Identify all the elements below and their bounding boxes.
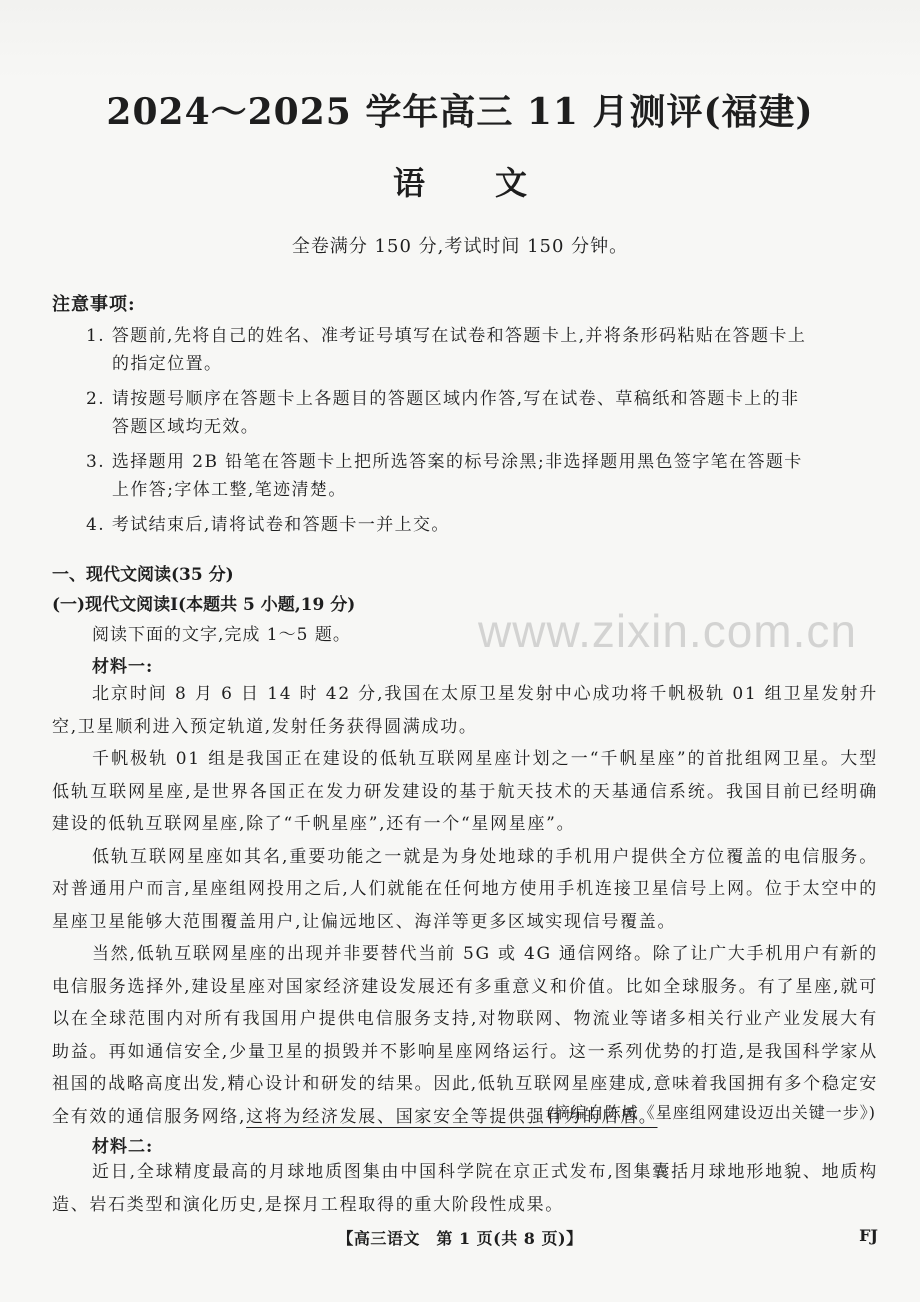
notice-line-cont: 的指定位置。 [112,354,223,374]
notice-line: 4. 考试结束后,请将试卷和答题卡一并上交。 [86,515,450,535]
notice-item [86,385,876,441]
exam-title: 2024～2025 学年高三 11 月测评(福建) [106,91,814,133]
material2-label: 材料二: [92,1137,154,1157]
section-heading: 一、现代文阅读(35 分) [52,565,234,585]
notice-item [86,322,876,378]
watermark: www.zixin.com.cn [478,605,857,657]
top-margin [0,0,920,80]
page-footer: 【高三语文 第 1 页(共 8 页)】 [337,1229,583,1248]
notice-line-cont: 答题区域均无效。 [112,417,260,437]
sub-section-heading: (一)现代文阅读Ⅰ(本题共 5 小题,19 分) [52,595,356,615]
material1-label: 材料一: [92,657,154,677]
paragraph [52,841,878,939]
subject-title: 语文 [392,164,597,202]
footer-code: FJ [859,1226,878,1245]
paragraph: 千帆极轨 01 组是我国正在建设的低轨互联网星座计划之一“千帆星座”的首批组网卫星。大型低轨互联网星座,是世界各国正在发力研发建设的基于航天技术的天基通信系统。我国目前已经明确建设的低轨互联网星座,除了“千帆星座”,还有一个“星网星座”。 [52,749,878,834]
reading-instruction: 阅读下面的文字,完成 1～5 题。 [92,625,351,645]
notice-item [86,511,876,539]
material2-body [52,1156,878,1221]
paragraph-text: 低轨互联网星座如其名,重要功能之一就是为身处地球的手机用户提供全方位覆盖的电信服务。对普通用户而言,星座组网投用之后,人们就能在任何地方使用手机连接卫星信号上网。位于太空中的星座卫星能够大范围覆盖用户,让偏远地区、海洋等更多区域实现信号覆盖。 [52,846,878,932]
notice-heading: 注意事项: [52,294,136,315]
underlined-sentence: 这将为经济发展、国家安全等提供强有力的后盾。 [246,1106,658,1127]
notice-line: 3. 选择题用 2B 铅笔在答题卡上把所选答案的标号涂黑;非选择题用黑色签字笔在答题卡 [86,452,803,472]
source-citation: (摘编自陈城《星座组网建设迈出关键一步》) [546,1103,876,1122]
material1-body [52,678,878,1133]
notice-line: 2. 请按题号顺序在答题卡上各题目的答题区域内作答,写在试卷、草稿纸和答题卡上的非 [86,389,800,409]
paragraph: 近日,全球精度最高的月球地质图集由中国科学院在京正式发布,图集囊括月球地形地貌、地质构造、岩石类型和演化历史,是探月工程取得的重大阶段性成果。 [52,1162,878,1215]
notice-list [86,322,876,546]
paragraph-text: 当然,低轨互联网星座的出现并非要替代当前 5G 或 4G 通信网络。除了让广大手机用户有新的电信服务选择外,建设星座对国家经济建设发展还有多重意义和价值。比如全球服务。有了星座,就可以在全球范围内对所有我国用户提供电信服务支持,对物联网、物流业等诸多相关行业产业发展大有助益。再如通信安全,少量卫星的损毁并不影响星座网络运行。这一系列优势的打造,是我国科学家从祖国的战略高度出发,精心设计和研发的结果。因此,低轨互联网星座建成,意味着我国拥有多个稳定安全有效的通信服务网络, [52,944,878,1127]
paragraph: 北京时间 8 月 6 日 14 时 42 分,我国在太原卫星发射中心成功将千帆极轨 01 组卫星发射升空,卫星顺利进入预定轨道,发射任务获得圆满成功。 [52,684,878,737]
notice-line-cont: 上作答;字体工整,笔迹清楚。 [112,480,347,500]
notice-item [86,448,876,504]
score-info: 全卷满分 150 分,考试时间 150 分钟。 [291,236,629,257]
notice-line: 1. 答题前,先将自己的姓名、准考证号填写在试卷和答题卡上,并将条形码粘贴在答题卡上 [86,326,807,346]
